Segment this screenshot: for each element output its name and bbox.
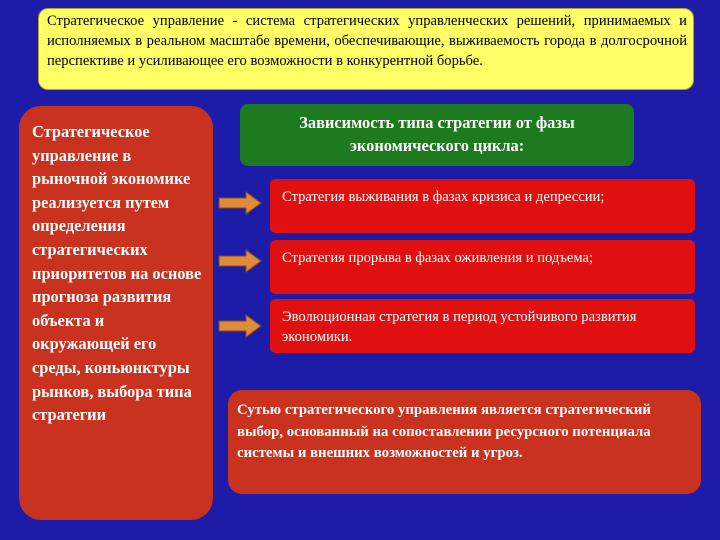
definition-box xyxy=(38,8,694,90)
strategy-item-survival xyxy=(270,179,695,233)
strategy-header xyxy=(240,104,634,166)
definition-text: Стратегическое управление - система стратегических управленческих решений, принимаемых и исполняемых в реальном масштабе времени, обеспечивающие, выживаемость города в долгосрочной перспективе и усиливающее его возможности в конкурентной борьбе. xyxy=(47,13,687,69)
left-panel-text: Стратегическое управление в рыночной экономике реализуется путем определения стратегических приоритетов на основе прогноза развития объекта и окружающей его среды, коньюнктуры рынков, выбора типа стратегии xyxy=(32,122,202,425)
essence-box xyxy=(228,390,701,494)
strategy-item-label: Эволюционная стратегия в период устойчивого развития экономики. xyxy=(282,309,637,345)
arrow-right-icon xyxy=(218,249,262,273)
strategy-header-title: Зависимость типа стратегии от фазы экономического цикла: xyxy=(299,113,575,155)
strategy-item-label: Стратегия выживания в фазах кризиса и депрессии; xyxy=(282,189,605,205)
strategy-item-breakthrough xyxy=(270,240,695,294)
arrow-right-icon xyxy=(218,191,262,215)
essence-text: Сутью стратегического управления является стратегический выбор, основанный на сопоставлении ресурсного потенциала системы и внешних возможностей и угроз. xyxy=(237,402,651,461)
strategy-item-label: Стратегия прорыва в фазах оживления и подъема; xyxy=(282,250,594,266)
strategy-item-evolutionary xyxy=(270,299,695,353)
arrow-right-icon xyxy=(218,314,262,338)
left-panel xyxy=(19,106,213,520)
